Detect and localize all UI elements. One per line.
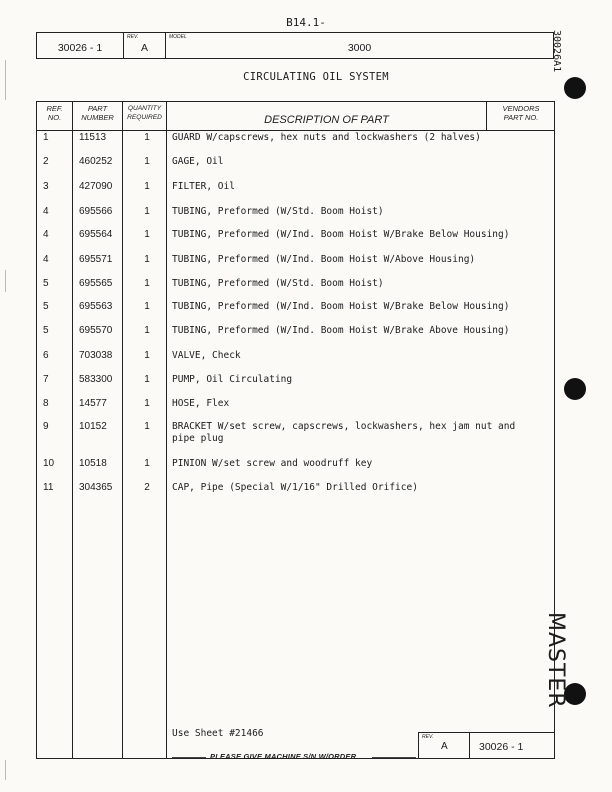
ref-no: 3	[43, 181, 49, 192]
rev-label: REV.	[127, 34, 139, 40]
quantity: 1	[144, 132, 150, 143]
quantity: 1	[144, 350, 150, 361]
quantity: 1	[144, 181, 150, 192]
quantity: 1	[144, 254, 150, 265]
description: VALVE, Check	[172, 350, 241, 361]
part-number: 695563	[79, 301, 113, 312]
ref-no: 10	[43, 458, 55, 469]
sheet-code: B14.1-	[286, 16, 326, 29]
quantity: 2	[144, 482, 150, 493]
drawing-number: 30026 - 1	[57, 42, 103, 54]
part-number: 14577	[79, 398, 107, 409]
quantity: 1	[144, 421, 150, 432]
binder-hole	[564, 378, 586, 400]
header-box	[36, 32, 554, 59]
quantity: 1	[144, 278, 150, 289]
scan-edge-mark	[5, 60, 6, 100]
master-stamp: MASTER	[543, 612, 568, 709]
ref-no: 11	[43, 482, 54, 493]
description: TUBING, Preformed (W/Std. Boom Hoist)	[172, 206, 384, 217]
document-title: CIRCULATING OIL SYSTEM	[243, 71, 389, 83]
col-header-description: DESCRIPTION OF PART	[264, 114, 389, 126]
description: GAGE, Oil	[172, 156, 224, 167]
ref-no: 1	[43, 132, 49, 143]
description: GUARD W/capscrews, hex nuts and lockwashers (2 halves)	[172, 132, 481, 143]
quantity: 1	[144, 398, 150, 409]
part-number: 10152	[79, 421, 107, 432]
ref-no: 4	[43, 229, 49, 240]
col-header-part: PART NUMBER	[81, 104, 114, 122]
part-number: 695565	[79, 278, 113, 289]
quantity: 1	[144, 156, 150, 167]
part-number: 695571	[79, 254, 113, 265]
binder-hole	[564, 77, 586, 99]
model-label: MODEL	[169, 34, 187, 40]
description: PINION W/set screw and woodruff key	[172, 458, 373, 469]
footer-rev-box	[418, 732, 555, 759]
column-divider	[166, 102, 167, 758]
quantity: 1	[144, 374, 150, 385]
footer-rule-right	[372, 757, 416, 758]
quantity: 1	[144, 301, 150, 312]
description: PUMP, Oil Circulating	[172, 374, 293, 385]
description: HOSE, Flex	[172, 398, 230, 409]
description: TUBING, Preformed (W/Std. Boom Hoist)	[172, 278, 384, 289]
rev-cell	[124, 33, 166, 58]
col-header-ref: REF. NO.	[46, 104, 63, 122]
part-number: 427090	[79, 181, 113, 192]
footer-note: PLEASE GIVE MACHINE S/N W/ORDER	[210, 752, 357, 761]
rev-value: A	[140, 42, 148, 54]
part-number: 460252	[79, 156, 113, 167]
part-number: 10518	[79, 458, 107, 469]
description: TUBING, Preformed (W/Ind. Boom Hoist W/Brake Above Housing)	[172, 325, 510, 336]
header-rule	[37, 130, 554, 131]
ref-no: 5	[43, 278, 49, 289]
part-number: 11513	[79, 132, 107, 143]
part-number: 695570	[79, 325, 113, 336]
quantity: 1	[144, 458, 150, 469]
scan-edge-mark	[5, 760, 6, 780]
ref-no: 8	[43, 398, 49, 409]
part-number: 695566	[79, 206, 113, 217]
ref-no: 4	[43, 254, 49, 265]
footer-rev-value: A	[441, 741, 448, 752]
ref-no: 9	[43, 421, 49, 432]
description: TUBING, Preformed (W/Ind. Boom Hoist W/Brake Below Housing)	[172, 301, 510, 312]
part-number: 583300	[79, 374, 113, 385]
scan-edge-mark	[5, 270, 6, 292]
footer-box-divider	[469, 733, 470, 758]
col-header-qty: QUANTITY REQUIRED	[127, 105, 162, 121]
footer-drawing-number: 30026 - 1	[479, 741, 524, 753]
side-document-code: 30026A1	[551, 30, 562, 73]
ref-no: 5	[43, 301, 49, 312]
part-number: 304365	[79, 482, 113, 493]
parts-table	[36, 101, 555, 759]
model-value: 3000	[347, 42, 372, 54]
quantity: 1	[144, 229, 150, 240]
description: FILTER, Oil	[172, 181, 235, 192]
ref-no: 6	[43, 350, 49, 361]
column-divider	[72, 102, 73, 758]
quantity: 1	[144, 206, 150, 217]
ref-no: 4	[43, 206, 49, 217]
use-sheet-note: Use Sheet #21466	[172, 728, 264, 739]
drawing-number-cell	[37, 33, 124, 58]
description: TUBING, Preformed (W/Ind. Boom Hoist W/Above Housing)	[172, 254, 476, 265]
description: CAP, Pipe (Special W/1/16" Drilled Orifice)	[172, 482, 418, 493]
column-divider	[122, 102, 123, 758]
ref-no: 5	[43, 325, 49, 336]
quantity: 1	[144, 325, 150, 336]
footer-rev-label: REV.	[422, 734, 434, 740]
col-header-vendor: VENDORS PART NO.	[502, 104, 540, 122]
description: TUBING, Preformed (W/Ind. Boom Hoist W/Brake Below Housing)	[172, 229, 510, 240]
part-number: 703038	[79, 350, 113, 361]
model-cell	[166, 33, 553, 58]
ref-no: 7	[43, 374, 49, 385]
description-continued: pipe plug	[172, 433, 224, 444]
part-number: 695564	[79, 229, 113, 240]
ref-no: 2	[43, 156, 49, 167]
footer-rule-left	[172, 757, 206, 758]
description: BRACKET W/set screw, capscrews, lockwashers, hex jam nut and	[172, 421, 516, 432]
